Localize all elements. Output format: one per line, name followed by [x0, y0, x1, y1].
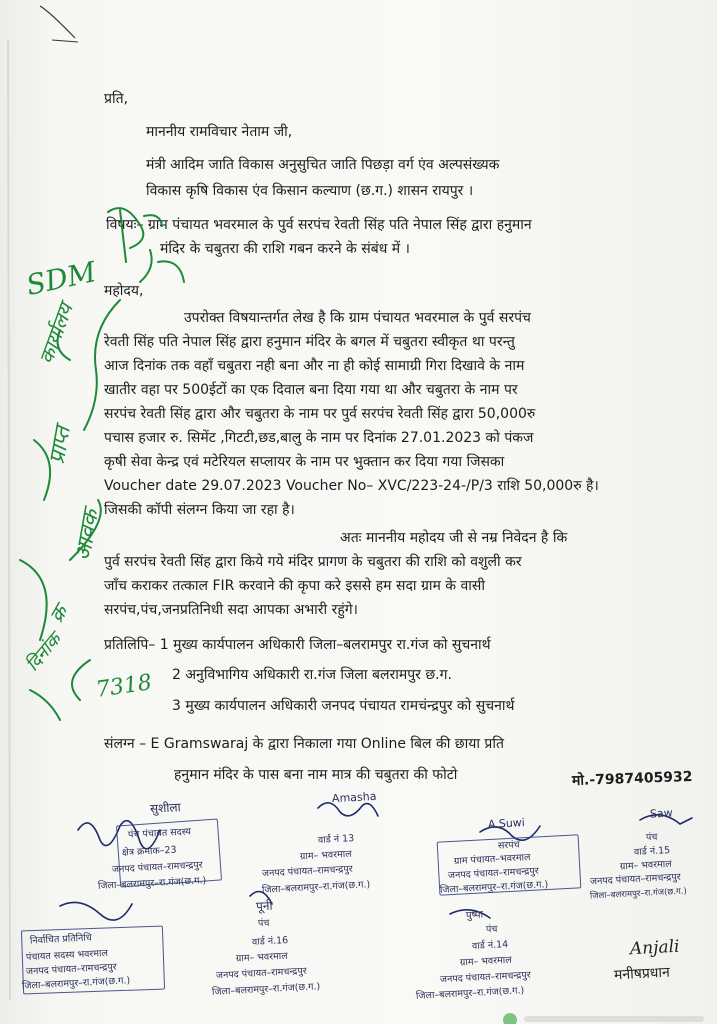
request-line-2: पुर्व सरपंच रेवती सिंह द्वारा किये गये मंदिर प्रागण के चबुतरा की राशि को वशुली कर [104, 554, 522, 570]
signature-1-line-2: क्षेत्र क्रमांक–23 [121, 844, 177, 859]
signature-name-6: पूनी [255, 898, 273, 914]
signature-7-line-3: ग्राम– भवरमाल [459, 954, 512, 969]
signature-4-line-5: जिला–बलरामपुर–रा.गंज(छ.ग.) [589, 886, 688, 902]
signature-4-line-3: ग्राम– भवरमाल [619, 858, 672, 873]
addressee: माननीय रामविचार नेताम जी, [146, 124, 293, 140]
handwritten-number: 7318 [94, 670, 154, 703]
subject-line-2: मंदिर के चबुतरा की राशि गबन करने के संबंध में । [160, 241, 410, 257]
request-line-4: सरपंच,पंच,जनप्रतिनिधी सदा आपका अभारी रहुंगे। [104, 602, 358, 618]
phone-number: मो.-7987405932 [571, 768, 693, 790]
signature-3-line-4: जिला–बलरामपुर–रा.गंज(छ.ग.) [439, 879, 549, 896]
watermark-logo-icon [500, 1010, 710, 1024]
signature-6-line-3: ग्राम– भवरमाल [235, 950, 288, 965]
signature-3-line-3: जनपद पंचायत–रामचन्द्रपुर [447, 865, 539, 882]
copy-line-2: 2 अनुविभागिय अधिकारी रा.गंज जिला बलरामपुर छ.ग. [172, 667, 452, 683]
designation-line-2: विकास कृषि विकास एंव किसान कल्याण (छ.ग.) शासन रायपुर । [146, 183, 474, 199]
signature-6-line-1: पंच [257, 917, 270, 930]
signature-name-7: पुष्पा [465, 909, 484, 922]
signature-7-line-5: जिला–बलरामपुर–रा.गंज(छ.ग.) [415, 985, 525, 1002]
attachment-line-2: हनुमान मंदिर के पास बना नाम मात्र की चबुतरा की फोटो [174, 767, 458, 783]
body-line-5: सरपंच रेवती सिंह द्वारा और चबुतरा के नाम पर पुर्व सरपंच रेवती सिंह द्वारा 50,000रु [104, 406, 536, 422]
body-line-8: Voucher date 29.07.2023 Voucher No– XVC/223-24-/P/3 राशि 50,000रु है। [104, 478, 599, 494]
signature-2-line-1: वार्ड नं 13 [317, 833, 355, 846]
to-line: प्रति, [104, 91, 129, 107]
signature-2-line-4: जिला–बलरामपुर–रा.गंज(छ.ग.) [261, 879, 371, 896]
body-line-9: जिसकी कॉपी संलग्न किया जा रहा है। [104, 502, 295, 518]
signature-7-line-2: वार्ड नं.14 [471, 939, 509, 952]
signature-7-line-1: पंच [485, 923, 498, 936]
signature-6-line-4: जनपद पंचायत–रामचन्द्रपुर [215, 965, 307, 982]
copy-line-1: प्रतिलिपि– 1 मुख्य कार्यपालन अधिकारी जिला–बलरामपुर रा.गंज को सुचनार्थ [104, 637, 491, 653]
request-line-1: अतः माननीय महोदय जी से नम्र निवेदन है कि [340, 530, 568, 546]
signature-5-line-1: निर्वाचित प्रतिनिधि [29, 932, 92, 947]
signature-name-8: Anjali [629, 936, 681, 960]
signature-8-line-1: मनीषप्रधान [613, 964, 671, 984]
body-line-1: उपरोक्त विषयान्तर्गत लेख है कि ग्राम पंचायत भवरमाल के पुर्व सरपंच [184, 310, 531, 326]
signature-name-3: A.Suwi [487, 816, 526, 831]
signature-5-line-2: पंचायत सदस्य भवरमाल [25, 947, 109, 964]
body-line-2: रेवती सिंह पति नेपाल सिंह द्वारा हनुमान मंदिर के बगल में चबुतरा स्वीकृत था परन्तु [104, 334, 515, 350]
signature-1-line-3: जनपद पंचायत–रामचन्द्रपुर [111, 859, 203, 876]
signature-4-line-2: वार्ड नं.15 [633, 845, 671, 858]
signature-4-line-1: पंच [645, 831, 658, 844]
signature-2-line-3: जनपद पंचायत–रामचन्द्रपुर [261, 863, 353, 880]
body-line-7: कृषी सेवा केन्द्र एवं मटेरियल सप्लायर के नाम पर भुक्तान कर दिया गया जिसका [104, 454, 505, 470]
signature-4-line-4: जनपद पंचायत–रामचन्द्रपुर [589, 871, 681, 888]
signature-3-line-2: ग्राम पंचायत–भवरमाल [453, 852, 531, 867]
body-line-4: खातीर वहा पर 500ईटों का एक दिवाल बना दिया गया था और चबुतरा के नाम पर [104, 382, 518, 398]
signature-5-line-3: जनपद पंचायत–रामचन्द्रपुर [25, 961, 117, 978]
designation-line-1: मंत्री आदिम जाति विकास अनुसुचित जाति पिछड़ा वर्ग एंव अल्पसंख्यक [146, 157, 500, 173]
request-line-3: जाँच कराकर तत्काल FIR करवाने की कृपा करे इससे हम सदा ग्राम के वासी [104, 578, 485, 594]
body-line-3: आज दिनांक तक वहाँ चबुतरा नही बना और ना ही कोई सामाग्री गिरा दिखावे के नाम [104, 358, 525, 374]
signature-name-4: Saw [649, 806, 674, 821]
signature-5-line-4: जिला–बलरामपुर–रा.गंज(छ.ग.) [21, 975, 131, 992]
attachment-line-1: संलग्न – E Gramswaraj के द्वारा निकाला गया Online बिल की छाया प्रति [104, 736, 504, 752]
handwritten-note-4: आवक [70, 507, 105, 563]
signature-7-line-4: जनपद पंचायत–रामचन्द्रपुर [439, 969, 531, 986]
signature-1-line-4: जिला–बलरामपुर–रा.गंज(छ.ग.) [97, 875, 207, 892]
copy-line-3: 3 मुख्य कार्यपालन अधिकारी जनपद पंचायत रामचंन्द्रपुर को सुचनार्थ [172, 698, 515, 714]
signature-3-line-1: सरपंच [497, 839, 520, 852]
handwritten-note-5: क्र [43, 601, 73, 627]
signature-name-2: Amasha [331, 789, 377, 806]
signature-6-line-5: जिला–बलरामपुर–रा.गंज(छ.ग.) [211, 981, 321, 998]
signature-name-1: सुशीला [149, 800, 181, 816]
signature-1-line-1: पंच पंचायत सदस्य [127, 826, 192, 841]
salutation: महोदय, [104, 283, 144, 299]
signature-6-line-2: वार्ड नं.16 [251, 935, 289, 948]
body-line-6: पचास हजार रु. सिमेंट ,गिटटी,छड,बालु के नाम पर दिनांक 27.01.2023 को पंकज [104, 430, 534, 446]
signature-2-line-2: ग्राम– भवरमाल [299, 848, 352, 863]
subject-line-1: विषयः– ग्राम पंचायत भवरमाल के पुर्व सरपंच रेवती सिंह पति नेपाल सिंह द्वारा हनुमान [106, 217, 532, 233]
handwritten-note-3: प्राप्त [44, 424, 76, 466]
handwritten-note-2: कार्यालय [33, 300, 78, 368]
handwritten-note-6: दिनांक [21, 629, 66, 676]
handwritten-sdm: SDM [23, 255, 99, 302]
